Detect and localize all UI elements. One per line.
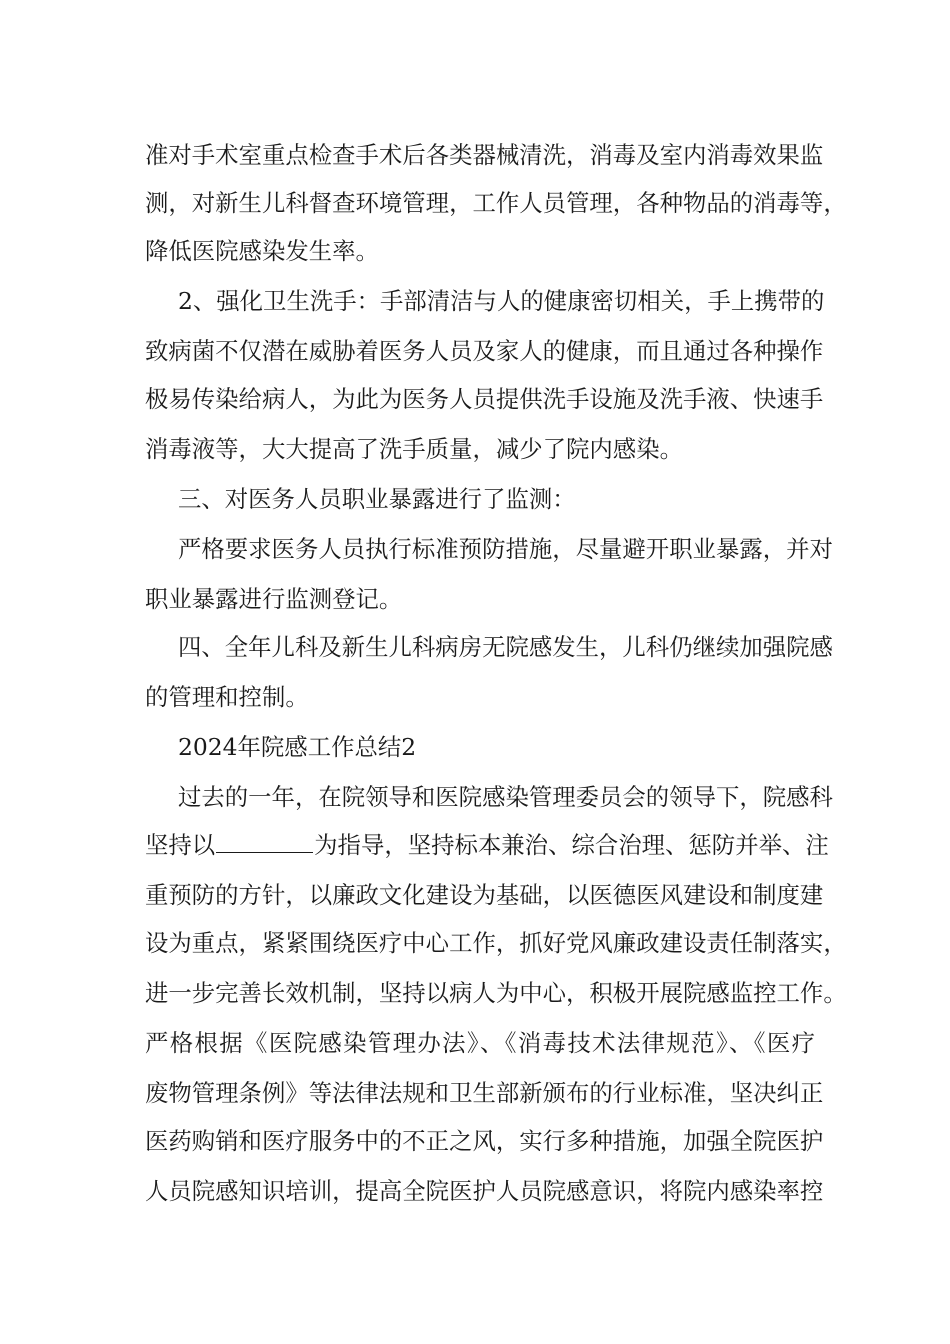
paragraph-line: 消毒液等，大大提高了洗手质量，减少了院内感染。 [145,435,683,463]
paragraph-line: 重预防的方针，以廉政文化建设为基础，以医德医风建设和制度建 [145,881,824,909]
paragraph-line [145,825,829,865]
line-segment: 坚持以 [145,831,216,859]
paragraph-line: 医药购销和医疗服务中的不正之风，实行多种措施，加强全院医护 [145,1127,824,1155]
line-segment: 为指导，坚持标本兼治、综合治理、惩防并举、注 [314,831,829,859]
paragraph-line: 的管理和控制。 [145,683,309,711]
paragraph-line: 致病菌不仅潜在威胁着医务人员及家人的健康，而且通过各种操作 [145,337,824,365]
paragraph-line: 极易传染给病人，为此为医务人员提供洗手设施及洗手液、快速手 [145,385,824,413]
paragraph-line: 进一步完善长效机制，坚持以病人为中心，积极开展院感监控工作。 [145,979,847,1007]
paragraph-line: 降低医院感染发生率。 [145,237,379,265]
paragraph-line: 严格要求医务人员执行标准预防措施，尽量避开职业暴露，并对 [178,535,833,563]
paragraph-line: 人员院感知识培训，提高全院医护人员院感意识，将院内感染率控 [145,1177,824,1205]
paragraph-line: 严格根据《医院感染管理办法》、《消毒技术法律规范》、《医疗 [145,1029,815,1057]
paragraph-line: 过去的一年，在院领导和医院感染管理委员会的领导下，院感科 [178,783,833,811]
document-subtitle: 2024年院感工作总结2 [178,733,417,761]
paragraph-line: 设为重点，紧紧围绕医疗中心工作，抓好党风廉政建设责任制落实， [145,929,847,957]
paragraph-line: 准对手术室重点检查手术后各类器械清洗，消毒及室内消毒效果监 [145,141,824,169]
paragraph-line: 职业暴露进行监测登记。 [145,585,403,613]
paragraph-line: 测，对新生儿科督查环境管理，工作人员管理，各种物品的消毒等， [145,189,847,217]
fill-in-blank [216,826,313,853]
paragraph-line: 废物管理条例》等法律法规和卫生部新颁布的行业标准，坚决纠正 [145,1079,824,1107]
paragraph-line: 四、全年儿科及新生儿科病房无院感发生，儿科仍继续加强院感 [178,633,833,661]
section-heading: 三、对医务人员职业暴露进行了监测： [178,485,576,513]
paragraph-line: 2、强化卫生洗手：手部清洁与人的健康密切相关，手上携带的 [178,287,825,315]
